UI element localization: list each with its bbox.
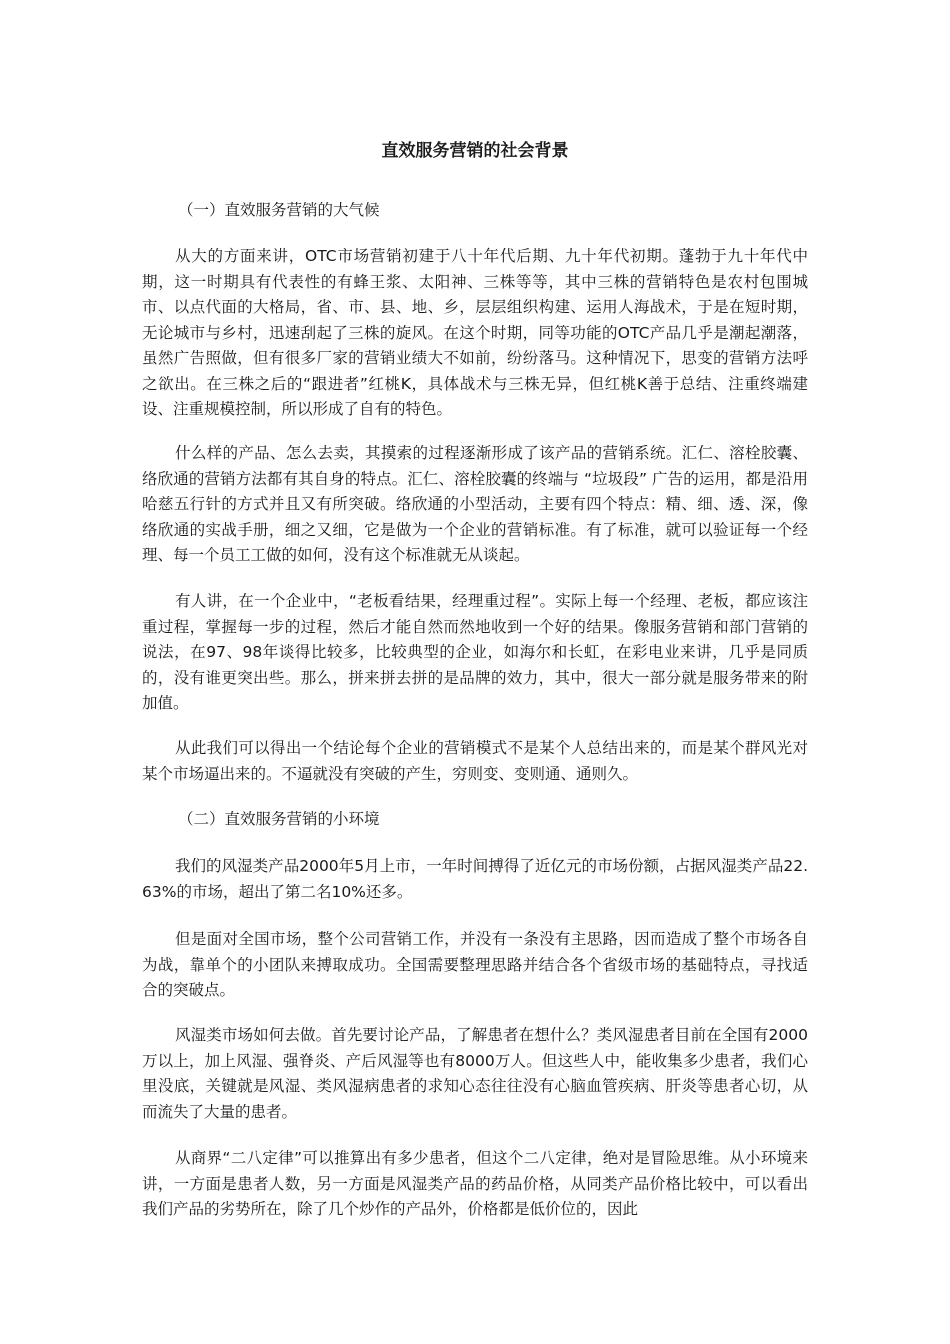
paragraph: 什么样的产品、怎么去卖，其摸索的过程逐渐形成了该产品的营销系统。汇仁、溶栓胶囊、络欣通的营销方法都有其自身的特点。汇仁、溶栓胶囊的终端与 “垃圾段” 广告的运用，都是沿用哈慈五行针的方式并且又有所突破。络欣通的小型活动，主要有四个特点：精、细、透、深，像络欣通的实战手册，细之又细，它是做为一个企业的营销标准。有了标准，就可以验证每一个经理、每一个员工工做的如何，没有这个标准就无从谈起。: [142, 444, 808, 564]
paragraph: 但是面对全国市场，整个公司营销工作，并没有一条没有主思路，因而造成了整个市场各自为战，靠单个的小团队来搏取成功。全国需要整理思路并结合各个省级市场的基础特点，寻找适合的突破点。: [142, 930, 808, 999]
paragraph: 风湿类市场如何去做。首先要讨论产品，了解患者在想什么？类风湿患者目前在全国有2000万以上，加上风湿、强脊炎、产后风湿等也有8000万人。但这些人中，能收集多少患者，我们心里没底，关键就是风湿、类风湿病患者的求知心态往往没有心脑血管疾病、肝炎等患者心切，从而流失了大量的患者。: [142, 1026, 808, 1121]
section-heading-2: （二）直效服务营销的小环境: [178, 810, 380, 828]
section-heading-1: （一）直效服务营销的大气候: [178, 201, 380, 219]
paragraph: 有人讲，在一个企业中，“老板看结果，经理重过程”。实际上每一个经理、老板，都应该注重过程，掌握每一步的过程，然后才能自然而然地收到一个好的结果。像服务营销和部门营销的说法，在97、98年谈得比较多，比较典型的企业，如海尔和长虹，在彩电业来讲，几乎是同质的，没有谁更突出些。那么，拼来拼去拼的是品牌的效力，其中，很大一部分就是服务带来的附加值。: [142, 592, 808, 712]
paragraph: 从商界“二八定律”可以推算出有多少患者，但这个二八定律，绝对是冒险思维。从小环境来讲，一方面是患者人数，另一方面是风湿类产品的药品价格，从同类产品价格比较中，可以看出我们产品的劣势所在，除了几个炒作的产品外，价格都是低价位的，因此: [142, 1149, 808, 1218]
paragraph: 我们的风湿类产品2000年5月上市，一年时间搏得了近亿元的市场份额，占据风湿类产品22.63%的市场，超出了第二名10%还多。: [142, 857, 808, 901]
paragraph: 从此我们可以得出一个结论每个企业的营销模式不是某个人总结出来的，而是某个群风光对某个市场逼出来的。不逼就没有突破的产生，穷则变、变则通、通则久。: [142, 739, 808, 783]
document-title: 直效服务营销的社会背景: [381, 141, 569, 161]
paragraph: 从大的方面来讲，OTC市场营销初建于八十年代后期、九十年代初期。蓬勃于九十年代中期，这一时期具有代表性的有蜂王浆、太阳神、三株等等，其中三株的营销特色是农村包围城市、以点代面的大格局，省、市、县、地、乡，层层组织构建、运用人海战术，于是在短时期，无论城市与乡村，迅速刮起了三株的旋风。在这个时期，同等功能的OTC产品几乎是潮起潮落，虽然广告照做，但有很多厂家的营销业绩大不如前，纷纷落马。这种情况下，思变的营销方法呼之欲出。在三株之后的“跟进者”红桃K，具体战术与三株无异，但红桃K善于总结、注重终端建设、注重规模控制，所以形成了自有的特色。: [142, 247, 808, 418]
